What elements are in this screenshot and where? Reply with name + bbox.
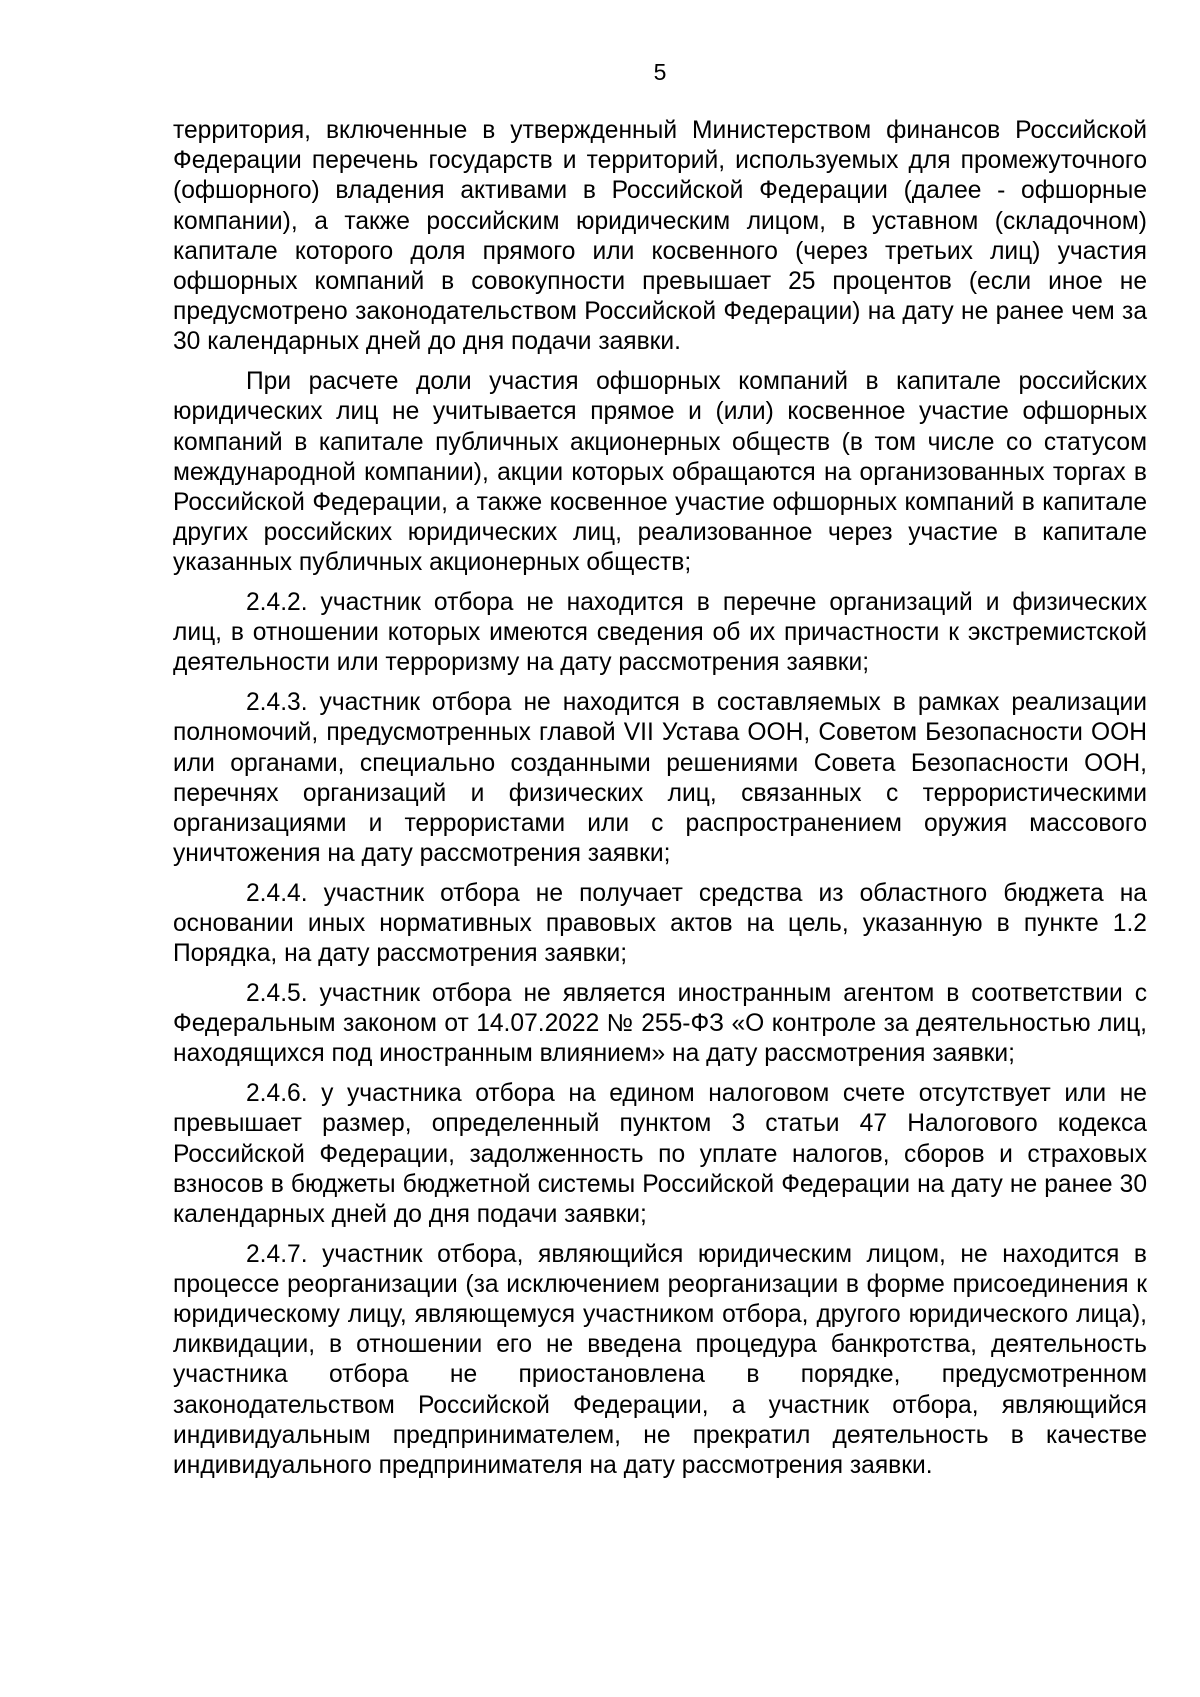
paragraph-2-4-3: 2.4.3. участник отбора не находится в составляемых в рамках реализации полномочий, предусмотренных главой VII Устава ООН, Советом Безопасности ООН или органами, специально созданными решениями Совета Безопасности ООН, перечнях организаций и физических лиц, связанных с террористическими организациями и террористами или с распространением оружия массового уничтожения на дату рассмотрения заявки; — [173, 689, 1147, 868]
paragraph-2-4-2: 2.4.2. участник отбора не находится в перечне организаций и физических лиц, в отношении которых имеются сведения об их причастности к экстремистской деятельности или терроризму на дату рассмотрения заявки; — [173, 589, 1147, 677]
paragraph-2-4-5: 2.4.5. участник отбора не является иностранным агентом в соответствии с Федеральным законом от 14.07.2022 № 255-ФЗ «О контроле за деятельностью лиц, находящихся под иностранным влиянием» на дату рассмотрения заявки; — [173, 979, 1147, 1068]
paragraph-offshore-continuation: территория, включенные в утвержденный Министерством финансов Российской Федерации перечень государств и территорий, используемых для промежуточного (офшорного) владения активами в Российской Федерации (далее - офшорные компании), а также российским юридическим лицом, в уставном (складочном) капитале которого доля прямого или косвенного (через третьих лиц) участия офшорных компаний в совокупности превышает 25 процентов (если иное не предусмотрено законодательством Российской Федерации) на дату не ранее чем за 30 календарных дней до дня подачи заявки. — [173, 117, 1147, 356]
paragraph-offshore-share-calculation: При расчете доли участия офшорных компаний в капитале российских юридических лиц не учитывается прямое и (или) косвенное участие офшорных компаний в капитале публичных акционерных обществ (в том числе со статусом международной компании), акции которых обращаются на организованных торгах в Российской Федерации, а также косвенное участие офшорных компаний в капитале других российских юридических лиц, реализованное через участие в капитале указанных публичных акционерных обществ; — [173, 368, 1147, 577]
paragraph-2-4-7: 2.4.7. участник отбора, являющийся юридическим лицом, не находится в процессе реорганизации (за исключением реорганизации в форме присоединения к юридическому лицу, являющемуся участником отбора, другого юридического лица), ликвидации, в отношении его не введена процедура банкротства, деятельность участника отбора не приостановлена в порядке, предусмотренном законодательством Российской Федерации, а участник отбора, являющийся индивидуальным предпринимателем, не прекратил деятельность в качестве индивидуального предпринимателя на дату рассмотрения заявки. — [173, 1240, 1147, 1480]
document-body — [173, 116, 1147, 1491]
paragraph-2-4-6: 2.4.6. у участника отбора на едином налоговом счете отсутствует или не превышает размер, определенный пунктом 3 статьи 47 Налогового кодекса Российской Федерации, задолженность по уплате налогов, сборов и страховых взносов в бюджеты бюджетной системы Российской Федерации на дату не ранее 30 календарных дней до дня подачи заявки; — [173, 1080, 1147, 1228]
paragraph-2-4-4: 2.4.4. участник отбора не получает средства из областного бюджета на основании иных нормативных правовых актов на цель, указанную в пункте 1.2 Порядка, на дату рассмотрения заявки; — [173, 879, 1147, 968]
page-number: 5 — [653, 59, 667, 85]
